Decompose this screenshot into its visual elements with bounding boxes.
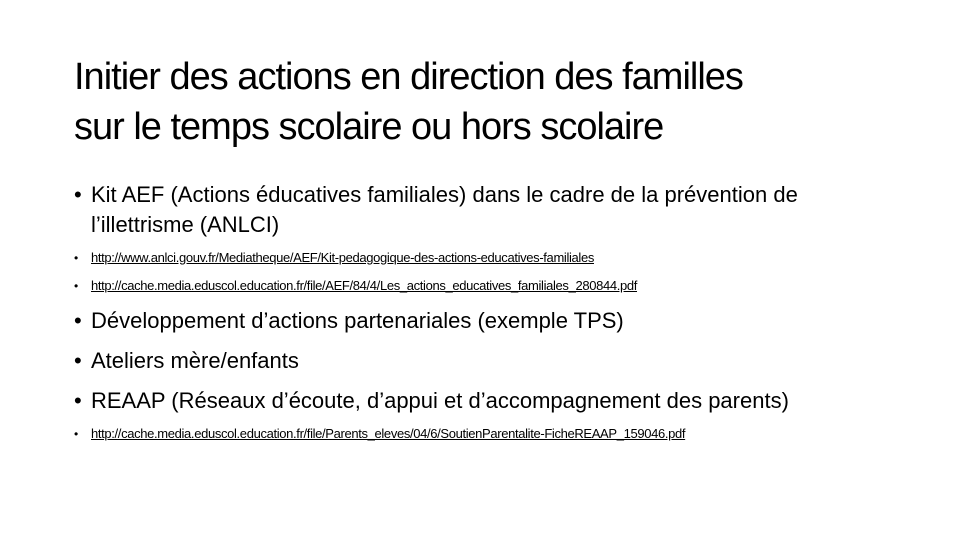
bullet-dot: • [74, 388, 82, 413]
bullet-reaap [74, 386, 904, 416]
bullet-text: Ateliers mère/enfants [91, 348, 299, 373]
bullet-link-eduscol-aef [74, 276, 904, 296]
bullet-link-anlci [74, 248, 904, 268]
bullet-kit-aef [74, 180, 904, 240]
bullet-dot: • [74, 182, 82, 207]
eduscol-reaap-link[interactable]: http://cache.media.eduscol.education.fr/file/Parents_eleves/04/6/SoutienParentalite-FicheREAAP_159046.pdf [91, 426, 686, 441]
bullet-dot: • [74, 308, 82, 333]
bullet-text: Kit AEF (Actions éducatives familiales) dans le cadre de la prévention de l’illettrisme (ANLCI) [91, 182, 798, 237]
bullet-text: Développement d’actions partenariales (exemple TPS) [91, 308, 624, 333]
title-line-2: sur le temps scolaire ou hors scolaire [74, 106, 664, 148]
bullet-link-eduscol-reaap [74, 424, 904, 444]
bullet-ateliers [74, 346, 904, 376]
bullet-dot: • [74, 251, 79, 265]
bullet-text: REAAP (Réseaux d’écoute, d’appui et d’accompagnement des parents) [91, 388, 789, 413]
bullet-list [74, 180, 904, 446]
eduscol-aef-link[interactable]: http://cache.media.eduscol.education.fr/file/AEF/84/4/Les_actions_educatives_familiales_280844.pdf [91, 278, 638, 293]
anlci-link[interactable]: http://www.anlci.gouv.fr/Mediatheque/AEF/Kit-pedagogique-des-actions-educatives-familiales [91, 250, 594, 265]
title-line-1: Initier des actions en direction des familles [74, 56, 743, 98]
bullet-partenariales [74, 306, 904, 336]
bullet-dot: • [74, 348, 82, 373]
bullet-dot: • [74, 427, 79, 441]
slide-title [74, 52, 914, 152]
bullet-dot: • [74, 279, 79, 293]
